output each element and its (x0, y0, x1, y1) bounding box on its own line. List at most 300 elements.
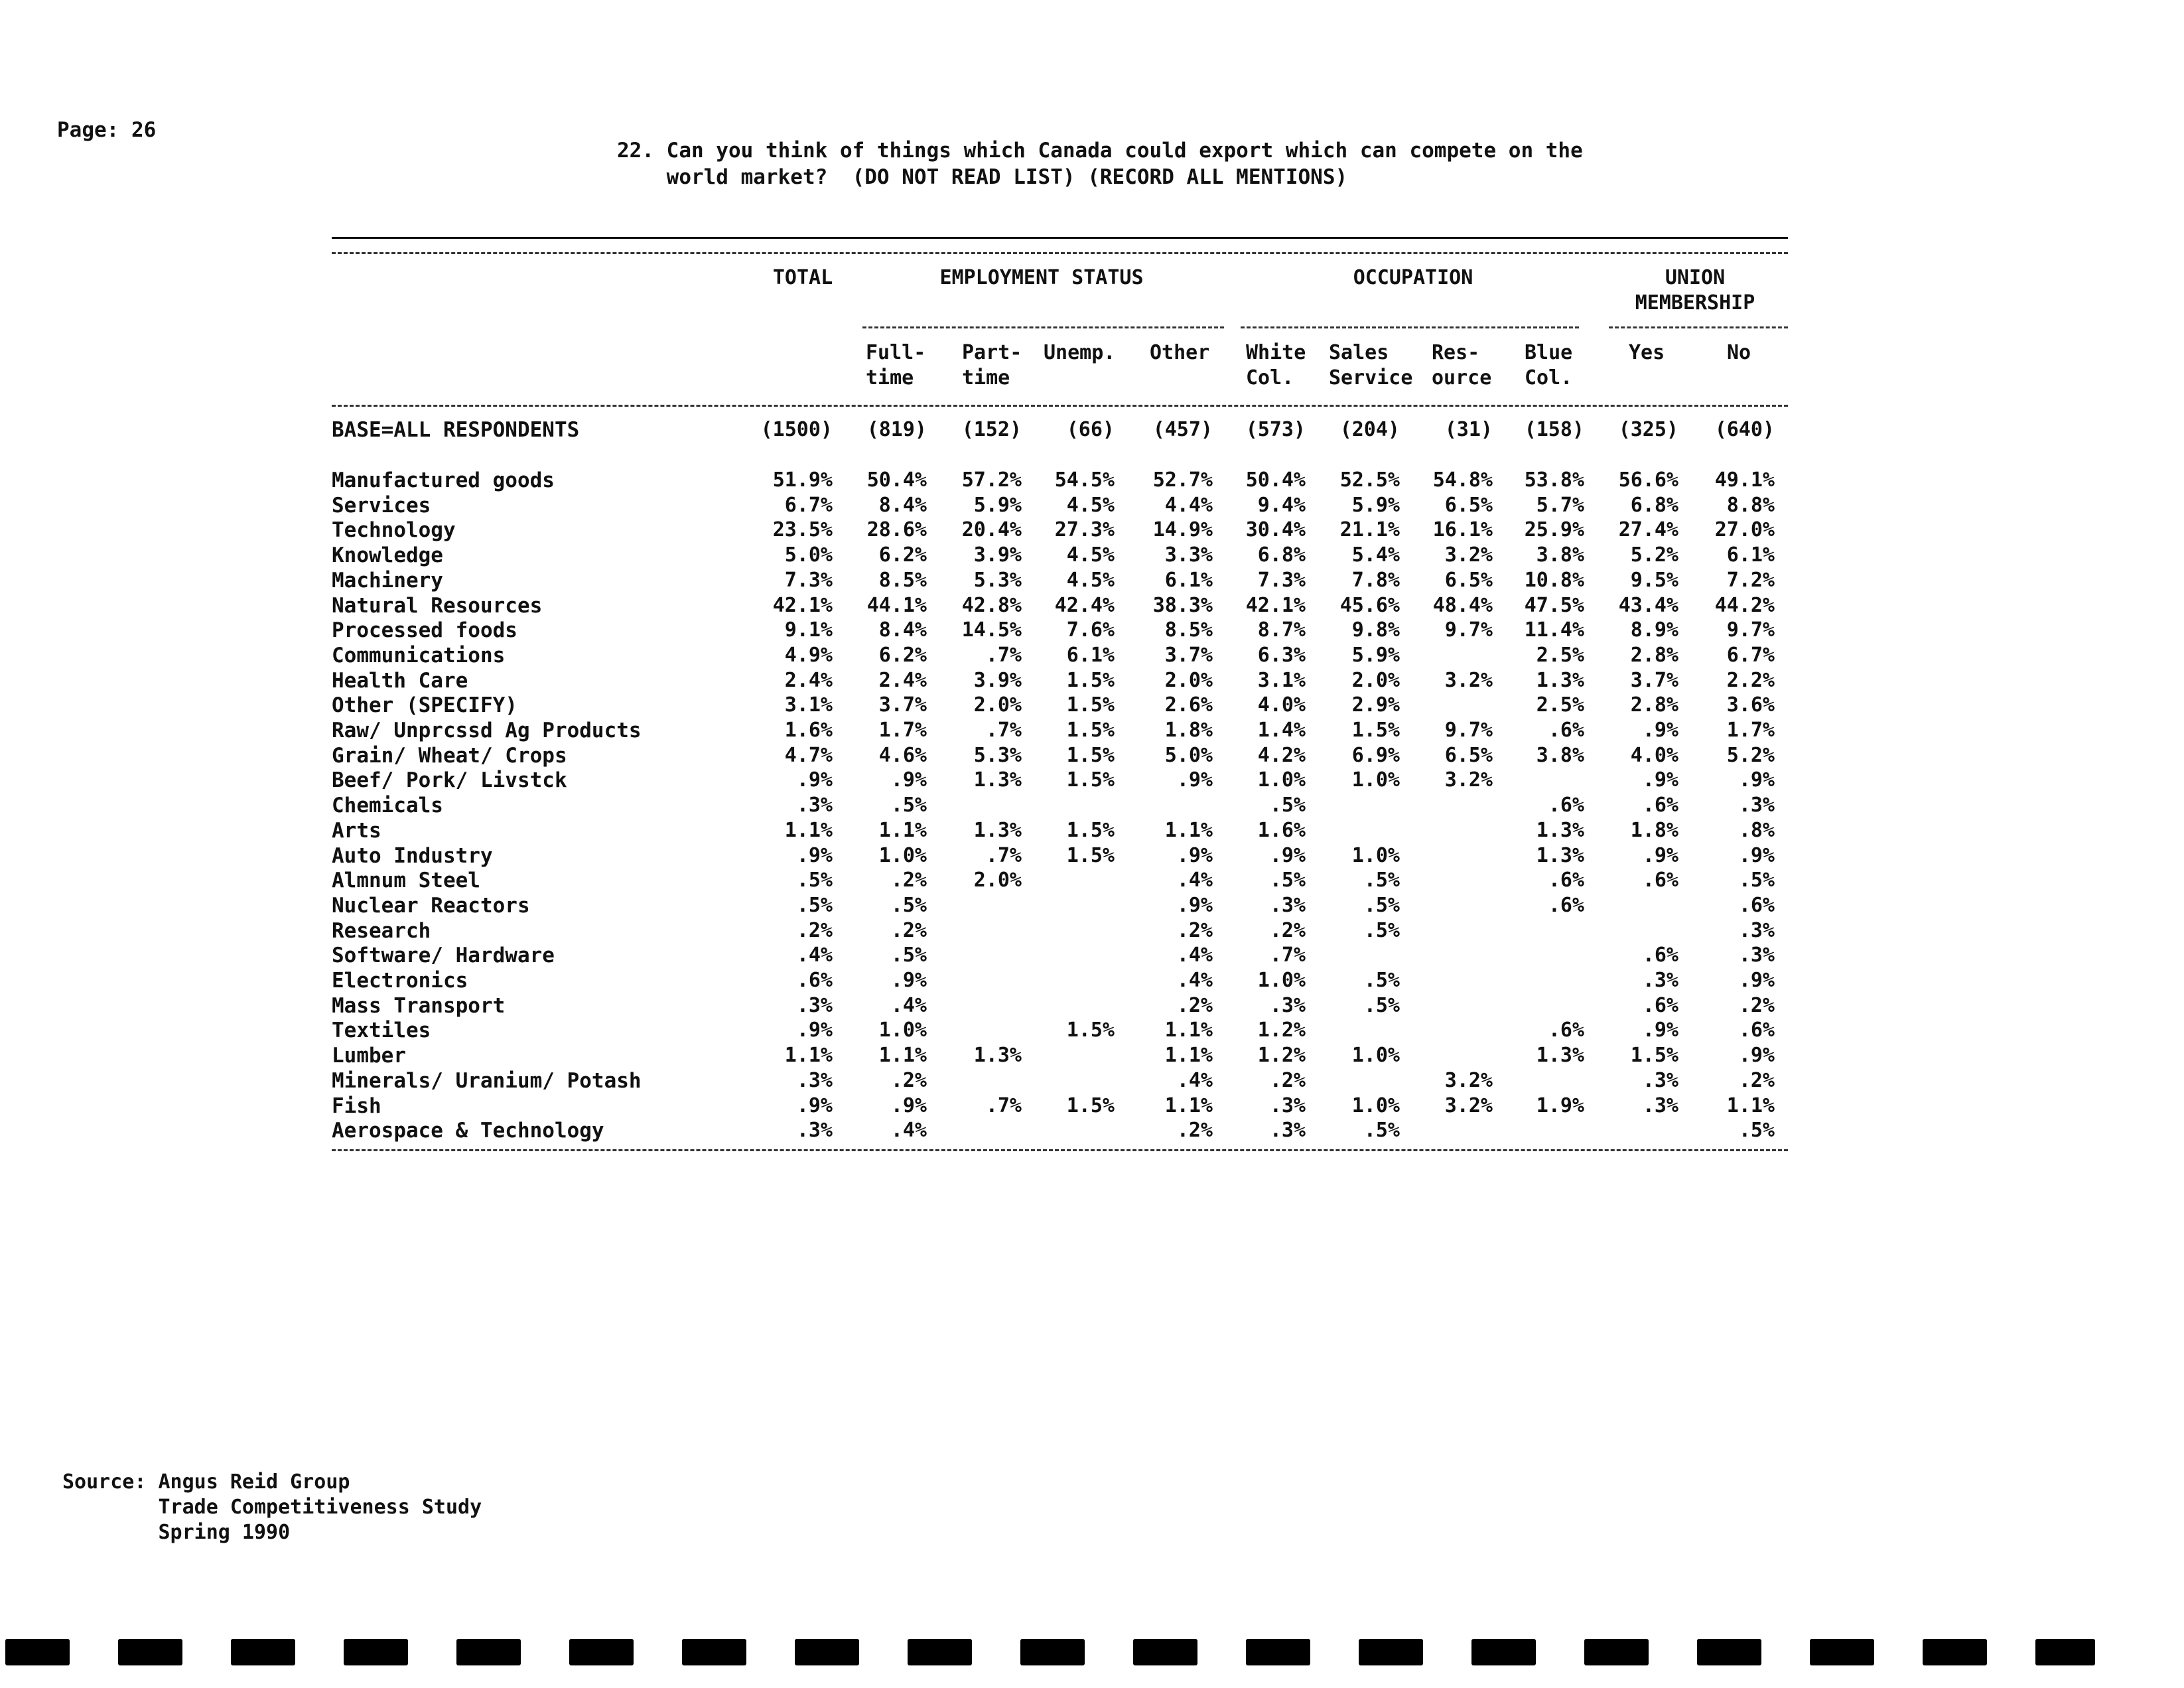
table-cell: 6.1% (1164, 569, 1213, 592)
table-cell: 2.4% (784, 669, 833, 692)
table-cell: 42.1% (772, 594, 833, 617)
table-cell: .9% (1738, 1044, 1775, 1067)
table-cell: 7.2% (1726, 569, 1775, 592)
table-cell: .3% (796, 1119, 833, 1142)
table-cell: 49.1% (1714, 468, 1775, 492)
table-cell: 4.4% (1164, 494, 1213, 517)
table-cell: 3.6% (1726, 693, 1775, 717)
dash-block (231, 1639, 295, 1665)
table-cell: .3% (1269, 994, 1306, 1017)
table-cell: 5.9% (973, 494, 1022, 517)
table-cell: .3% (796, 994, 833, 1017)
table-cell: 1.7% (1726, 719, 1775, 742)
table-cell: .4% (1176, 1069, 1213, 1092)
table-cell: 8.9% (1630, 618, 1678, 642)
dash-block (1584, 1639, 1649, 1665)
table-cell: .4% (796, 944, 833, 967)
base-cell: (158) (1524, 418, 1584, 441)
row-label: Communications (332, 644, 506, 668)
table-cell: .5% (890, 944, 927, 967)
table-cell: .9% (890, 768, 927, 792)
base-cell: (66) (1066, 418, 1115, 441)
table-cell: 1.5% (1066, 1019, 1115, 1042)
column-header: Yes (1629, 341, 1665, 364)
table-cell: 1.0% (878, 1019, 927, 1042)
table-cell: 56.6% (1618, 468, 1678, 492)
table-cell: 5.2% (1630, 543, 1678, 567)
table-cell: 3.7% (1164, 644, 1213, 667)
column-header: Unemp. (1044, 341, 1116, 364)
table-cell: 52.5% (1339, 468, 1400, 492)
table-cell: 1.1% (878, 1044, 927, 1067)
table-cell: 8.5% (878, 569, 927, 592)
source-line-1: Source: Angus Reid Group (62, 1470, 350, 1494)
table-cell: 9.8% (1351, 618, 1400, 642)
table-cell: .3% (1738, 919, 1775, 942)
table-cell: .6% (1738, 1019, 1775, 1042)
table-cell: 45.6% (1339, 594, 1400, 617)
table-cell: .6% (1548, 1019, 1584, 1042)
table-cell: 1.5% (1630, 1044, 1678, 1067)
table-cell: 9.4% (1257, 494, 1306, 517)
row-label: Knowledge (332, 543, 443, 567)
table-cell: 21.1% (1339, 518, 1400, 541)
dash-block (1471, 1639, 1536, 1665)
dash-block (1133, 1639, 1197, 1665)
table-cell: 3.7% (1630, 669, 1678, 692)
table-cell: 5.0% (784, 543, 833, 567)
dash-block (1810, 1639, 1874, 1665)
table-cell: 1.3% (973, 819, 1022, 842)
table-cell: .5% (1269, 869, 1306, 892)
table-cell: 6.5% (1444, 744, 1493, 767)
table-cell: 3.2% (1444, 768, 1493, 792)
table-cell: 1.0% (1351, 1044, 1400, 1067)
table-cell: 42.4% (1054, 594, 1115, 617)
table-cell: .6% (796, 969, 833, 992)
row-label: Software/ Hardware (332, 944, 555, 967)
column-header: Part- time (962, 341, 1022, 389)
table-cell: .7% (985, 719, 1022, 742)
table-cell: .6% (1642, 869, 1678, 892)
table-cell: .6% (1642, 794, 1678, 817)
dash-block (569, 1639, 634, 1665)
base-cell: (819) (866, 418, 927, 441)
table-cell: .6% (1548, 794, 1584, 817)
table-cell: .9% (1176, 768, 1213, 792)
table-cell: .4% (1176, 869, 1213, 892)
union-sub-rule (1609, 326, 1788, 328)
row-label: Auto Industry (332, 844, 493, 868)
table-cell: 3.2% (1444, 669, 1493, 692)
table-cell: 4.0% (1630, 744, 1678, 767)
table-cell: 11.4% (1524, 618, 1584, 642)
table-cell: 10.8% (1524, 569, 1584, 592)
table-cell: .9% (1269, 844, 1306, 867)
table-cell: 1.3% (1536, 1044, 1584, 1067)
dash-block (344, 1639, 408, 1665)
table-cell: 9.1% (784, 618, 833, 642)
table-cell: 44.2% (1714, 594, 1775, 617)
table-cell: 1.6% (1257, 819, 1306, 842)
table-cell: 2.0% (1351, 669, 1400, 692)
table-cell: .3% (1738, 944, 1775, 967)
table-cell: .9% (1642, 844, 1678, 867)
table-cell: 8.8% (1726, 494, 1775, 517)
table-cell: 2.6% (1164, 693, 1213, 717)
table-cell: 2.0% (973, 693, 1022, 717)
table-cell: 27.4% (1618, 518, 1678, 541)
table-cell: 1.5% (1066, 768, 1115, 792)
question-text (617, 137, 1583, 190)
table-cell: .2% (1176, 1119, 1213, 1142)
table-cell: 42.1% (1245, 594, 1306, 617)
table-cell: .2% (796, 919, 833, 942)
table-cell: 23.5% (772, 518, 833, 541)
table-cell: .2% (890, 919, 927, 942)
column-header: White Col. (1246, 341, 1306, 389)
dash-block (795, 1639, 859, 1665)
table-cell: 6.7% (784, 494, 833, 517)
table-cell: 7.3% (1257, 569, 1306, 592)
table-cell: 54.5% (1054, 468, 1115, 492)
table-cell: 6.3% (1257, 644, 1306, 667)
table-cell: 54.8% (1432, 468, 1493, 492)
table-cell: 30.4% (1245, 518, 1306, 541)
table-cell: 1.5% (1066, 693, 1115, 717)
row-label: Almnum Steel (332, 869, 480, 892)
table-cell: .5% (1363, 969, 1400, 992)
table-cell: 1.3% (973, 1044, 1022, 1067)
dash-block (1697, 1639, 1761, 1665)
table-cell: .7% (1269, 944, 1306, 967)
dash-block (5, 1639, 70, 1665)
table-cell: 7.8% (1351, 569, 1400, 592)
table-cell: .7% (985, 1094, 1022, 1117)
table-cell: 3.1% (784, 693, 833, 717)
table-cell: .9% (890, 969, 927, 992)
table-cell: 1.9% (1536, 1094, 1584, 1117)
question-line-2: world market? (DO NOT READ LIST) (RECORD ALL MENTIONS) (617, 165, 1348, 189)
row-label: Aerospace & Technology (332, 1119, 604, 1143)
table-cell: .5% (796, 894, 833, 917)
row-label: Arts (332, 819, 381, 843)
question-line-1: 22. Can you think of things which Canada could export which can compete on the (617, 139, 1583, 163)
table-cell: 1.1% (1164, 819, 1213, 842)
table-cell: .9% (796, 1019, 833, 1042)
table-cell: 1.1% (784, 819, 833, 842)
table-cell: 1.5% (1066, 844, 1115, 867)
table-cell: 1.0% (878, 844, 927, 867)
table-cell: .4% (1176, 969, 1213, 992)
column-header: No (1727, 341, 1751, 364)
table-cell: 51.9% (772, 468, 833, 492)
table-cell: 1.4% (1257, 719, 1306, 742)
table-cell: 1.0% (1351, 844, 1400, 867)
table-cell: 27.3% (1054, 518, 1115, 541)
table-cell: .9% (796, 844, 833, 867)
table-cell: .3% (1269, 1119, 1306, 1142)
table-cell: 1.2% (1257, 1019, 1306, 1042)
row-label: Grain/ Wheat/ Crops (332, 744, 567, 768)
source-note (62, 1470, 482, 1545)
table-cell: .9% (1738, 844, 1775, 867)
table-cell: .3% (1738, 794, 1775, 817)
table-cell: .5% (796, 869, 833, 892)
row-label: Processed foods (332, 618, 517, 642)
table-cell: 5.9% (1351, 644, 1400, 667)
table-cell: 1.0% (1257, 969, 1306, 992)
table-cell: 20.4% (961, 518, 1022, 541)
table-cell: 5.3% (973, 569, 1022, 592)
table-cell: 3.2% (1444, 1069, 1493, 1092)
table-cell: 1.8% (1630, 819, 1678, 842)
row-label: Minerals/ Uranium/ Potash (332, 1069, 642, 1093)
column-header: Res- ource (1432, 341, 1492, 389)
table-cell: 4.6% (878, 744, 927, 767)
table-cell: 1.3% (973, 768, 1022, 792)
table-cell: 5.0% (1164, 744, 1213, 767)
table-cell: .9% (1642, 768, 1678, 792)
table-cell: .9% (890, 1094, 927, 1117)
table-cell: 3.2% (1444, 543, 1493, 567)
table-cell: 4.5% (1066, 494, 1115, 517)
table-cell: 28.6% (866, 518, 927, 541)
table-cell: .6% (1738, 894, 1775, 917)
table-cell: 2.8% (1630, 644, 1678, 667)
table-top-dashed-rule (332, 252, 1788, 254)
table-cell: .5% (1738, 869, 1775, 892)
table-cell: 4.0% (1257, 693, 1306, 717)
dash-block (682, 1639, 746, 1665)
table-cell: 2.8% (1630, 693, 1678, 717)
table-cell: 1.3% (1536, 819, 1584, 842)
source-line-2: Trade Competitiveness Study (62, 1496, 482, 1519)
column-header: Other (1150, 341, 1210, 364)
table-cell: 52.7% (1152, 468, 1213, 492)
table-cell: 1.0% (1351, 1094, 1400, 1117)
table-cell: .2% (1269, 1069, 1306, 1092)
group-header-employment: EMPLOYMENT STATUS (939, 266, 1144, 289)
row-label: Health Care (332, 669, 468, 693)
table-cell: 5.7% (1536, 494, 1584, 517)
table-cell: 4.2% (1257, 744, 1306, 767)
table-cell: 2.5% (1536, 644, 1584, 667)
table-cell: 38.3% (1152, 594, 1213, 617)
table-cell: 6.5% (1444, 494, 1493, 517)
table-cell: 47.5% (1524, 594, 1584, 617)
row-label: Technology (332, 518, 456, 542)
table-cell: .2% (890, 1069, 927, 1092)
table-cell: .5% (890, 894, 927, 917)
occupation-sub-rule (1241, 326, 1579, 328)
table-cell: .6% (1642, 994, 1678, 1017)
table-cell: 53.8% (1524, 468, 1584, 492)
table-cell: 1.0% (1351, 768, 1400, 792)
table-cell: 3.8% (1536, 744, 1584, 767)
table-cell: 8.7% (1257, 618, 1306, 642)
table-cell: 1.5% (1066, 744, 1115, 767)
table-cell: 48.4% (1432, 594, 1493, 617)
table-cell: 1.5% (1066, 1094, 1115, 1117)
table-cell: 6.2% (878, 644, 927, 667)
table-cell: .3% (1269, 894, 1306, 917)
table-cell: 14.9% (1152, 518, 1213, 541)
table-cell: 44.1% (866, 594, 927, 617)
table-cell: 2.0% (1164, 669, 1213, 692)
page-number: Page: 26 (57, 118, 157, 142)
table-cell: 3.9% (973, 669, 1022, 692)
row-label: Nuclear Reactors (332, 894, 530, 918)
table-cell: 1.0% (1257, 768, 1306, 792)
base-cell: (325) (1618, 418, 1678, 441)
table-cell: 27.0% (1714, 518, 1775, 541)
table-cell: .5% (1363, 994, 1400, 1017)
table-cell: .2% (1738, 994, 1775, 1017)
table-cell: .6% (1548, 894, 1584, 917)
table-cell: 50.4% (866, 468, 927, 492)
dash-block (1020, 1639, 1085, 1665)
table-cell: .5% (1363, 869, 1400, 892)
table-cell: .5% (1363, 1119, 1400, 1142)
header-bottom-rule (332, 405, 1788, 407)
table-cell: 1.1% (1164, 1094, 1213, 1117)
row-label: Natural Resources (332, 594, 543, 618)
table-cell: .2% (1176, 994, 1213, 1017)
table-cell: .5% (890, 794, 927, 817)
table-cell: 1.2% (1257, 1044, 1306, 1067)
group-header-union: UNION MEMBERSHIP (1635, 266, 1755, 315)
table-cell: 1.1% (1164, 1044, 1213, 1067)
dash-block (1923, 1639, 1987, 1665)
table-cell: 5.9% (1351, 494, 1400, 517)
table-cell: 1.3% (1536, 669, 1584, 692)
table-cell: .3% (1642, 969, 1678, 992)
base-cell: (640) (1714, 418, 1775, 441)
table-cell: 9.7% (1444, 719, 1493, 742)
dash-block (1246, 1639, 1310, 1665)
table-cell: 3.7% (878, 693, 927, 717)
table-cell: 1.5% (1066, 669, 1115, 692)
table-cell: 5.4% (1351, 543, 1400, 567)
table-cell: 1.1% (784, 1044, 833, 1067)
table-cell: .3% (1642, 1069, 1678, 1092)
table-cell: .2% (1269, 919, 1306, 942)
table-cell: 7.3% (784, 569, 833, 592)
table-cell: .9% (1642, 719, 1678, 742)
dash-block (1359, 1639, 1423, 1665)
row-label: Raw/ Unprcssd Ag Products (332, 719, 642, 742)
column-header: Full- time (866, 341, 926, 389)
table-cell: 25.9% (1524, 518, 1584, 541)
table-cell: .5% (1363, 894, 1400, 917)
source-line-3: Spring 1990 (62, 1521, 291, 1544)
table-cell: .3% (1642, 1094, 1678, 1117)
table-bottom-rule (332, 1149, 1788, 1151)
table-cell: 2.5% (1536, 693, 1584, 717)
dash-block (118, 1639, 182, 1665)
group-header-occupation: OCCUPATION (1353, 266, 1473, 289)
table-cell: .4% (890, 994, 927, 1017)
table-cell: 4.5% (1066, 569, 1115, 592)
row-label: Lumber (332, 1044, 406, 1068)
base-cell: (31) (1444, 418, 1493, 441)
table-cell: 5.2% (1726, 744, 1775, 767)
table-cell: 1.5% (1066, 819, 1115, 842)
table-cell: .6% (1548, 719, 1584, 742)
row-label: Textiles (332, 1019, 431, 1042)
table-cell: 2.4% (878, 669, 927, 692)
table-cell: 50.4% (1245, 468, 1306, 492)
base-cell: (1500) (760, 418, 833, 441)
base-cell: (152) (961, 418, 1022, 441)
dash-block (2035, 1639, 2095, 1665)
row-label: Research (332, 919, 431, 943)
table-cell: 9.7% (1444, 618, 1493, 642)
table-cell: .3% (1269, 1094, 1306, 1117)
table-cell: .9% (796, 1094, 833, 1117)
table-cell: 6.9% (1351, 744, 1400, 767)
table-cell: 3.1% (1257, 669, 1306, 692)
row-label: Services (332, 494, 431, 518)
table-cell: 6.7% (1726, 644, 1775, 667)
table-top-rule (332, 237, 1788, 239)
table-cell: 8.5% (1164, 618, 1213, 642)
row-label: Electronics (332, 969, 468, 993)
table-cell: 3.3% (1164, 543, 1213, 567)
table-cell: .9% (1642, 1019, 1678, 1042)
table-cell: 43.4% (1618, 594, 1678, 617)
table-cell: 9.7% (1726, 618, 1775, 642)
table-cell: 2.2% (1726, 669, 1775, 692)
table-cell: .6% (1642, 944, 1678, 967)
column-header: Sales Service (1329, 341, 1413, 389)
table-cell: .9% (1738, 768, 1775, 792)
base-row-label: BASE=ALL RESPONDENTS (332, 418, 580, 442)
table-cell: 1.1% (878, 819, 927, 842)
table-cell: .2% (1738, 1069, 1775, 1092)
table-cell: .4% (1176, 944, 1213, 967)
table-cell: .9% (1176, 844, 1213, 867)
table-cell: 1.1% (1164, 1019, 1213, 1042)
table-cell: 16.1% (1432, 518, 1493, 541)
table-cell: 1.5% (1066, 719, 1115, 742)
table-cell: 6.8% (1630, 494, 1678, 517)
employment-sub-rule (862, 326, 1224, 328)
table-cell: 6.1% (1726, 543, 1775, 567)
base-cell: (457) (1152, 418, 1213, 441)
row-label: Mass Transport (332, 994, 506, 1018)
table-cell: 6.5% (1444, 569, 1493, 592)
table-cell: .2% (1176, 919, 1213, 942)
row-label: Fish (332, 1094, 381, 1118)
row-label: Manufactured goods (332, 468, 555, 492)
table-cell: 1.7% (878, 719, 927, 742)
group-header-total: TOTAL (772, 266, 833, 289)
row-label: Chemicals (332, 794, 443, 817)
table-cell: .9% (1176, 894, 1213, 917)
table-cell: .5% (1269, 794, 1306, 817)
table-cell: 3.8% (1536, 543, 1584, 567)
table-cell: 2.9% (1351, 693, 1400, 717)
row-label: Machinery (332, 569, 443, 593)
table-cell: 1.5% (1351, 719, 1400, 742)
row-label: Beef/ Pork/ Livstck (332, 768, 567, 792)
table-cell: .3% (796, 794, 833, 817)
base-cell: (204) (1339, 418, 1400, 441)
table-cell: 6.1% (1066, 644, 1115, 667)
table-cell: 8.4% (878, 618, 927, 642)
